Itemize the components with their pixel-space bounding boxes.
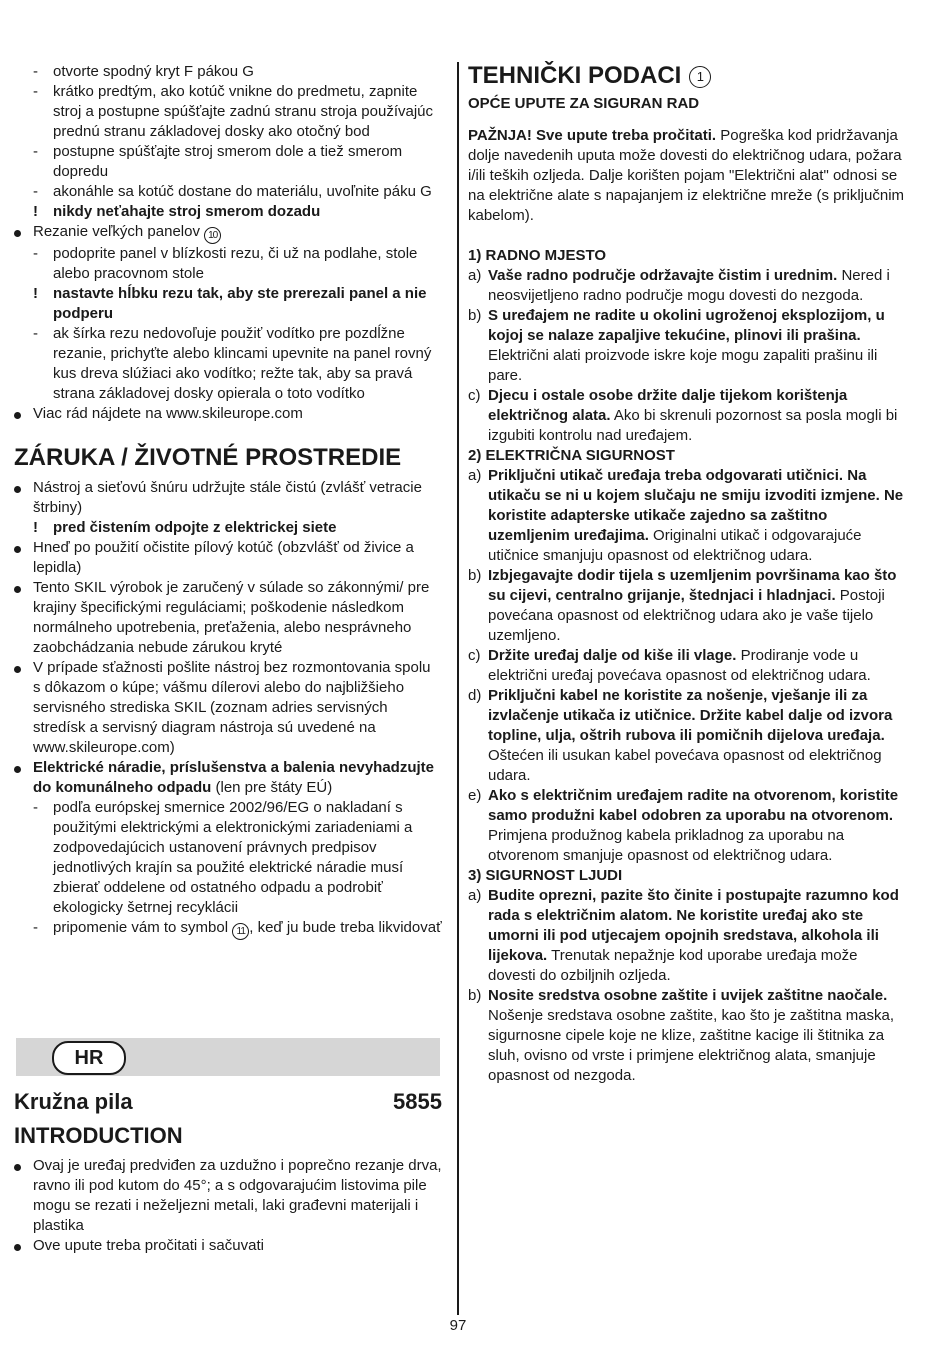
section-title: 1) RADNO MJESTO [468,247,607,264]
list-item: b) S uređajem ne radite u okolini ugroženoj eksplozijom, u kojoj se nalaze zapaljive tekućine, plinovi ili prašina. Električni alati proizvode iskre koje mogu zapaliti prašinu ili pare. [468,307,885,384]
exclamation-icon: ! [33,285,38,302]
list-item: Tento SKIL výrobok je zaručený v súlade so zákonnými/ pre krajiny špecifickými reguláciami; poškodenie následkom normálneho upotrebenia, preťaženia, alebo nesprávneho zaobchádzania nebude zárukou kryté [14,578,442,658]
intro-list [14,62,442,424]
list-item: Rezanie veľkých panelov 10 [14,222,442,244]
list-item: - podľa európskej smernice 2002/96/EG o nakladaní s použitými elektrickými a elektronickými zariadeniami a zodpovedajúcich ustanovení právnych predpisov jednotlivých krajín sa použité elektrické náradie musí zbierať oddelene od ostatného odpadu a podrobiť ekologicky šetrnej recyklácii [14,798,442,918]
warning-item: ! nastavte hĺbku rezu tak, aby ste prerezali panel a nie podperu [33,285,427,322]
list-item: Ovaj je uređaj predviđen za uzdužno i poprečno rezanje drva, ravno ili pod kutom do 45°; a s odgovarajućim listovima pile mogu se rezati i neželjezni metali, laki građevni materijali i plastika [14,1156,442,1236]
list-item: - otvorte spodný kryt F pákou G [14,62,442,82]
figure-ref-badge: 1 [689,66,711,88]
list-item: V prípade sťažnosti pošlite nástroj bez rozmontovania spolu s dôkazom o kúpe; vášmu dílerovi alebo do najbližšieho servisného strediska SKIL (zoznam adries servisných stredísk a servisný diagram nástroja sú uvedené na www.skileurope.com) [14,658,442,758]
page-number: 97 [449,1317,467,1334]
list-item: - krátko predtým, ako kotúč vnikne do predmetu, zapnite stroj a postupne spúšťajte zadnú stranu stroja používajúc prednú stranu základovej dosky ako otočný bod [14,82,442,142]
list-item: b) Nosite sredstva osobne zaštite i uvijek zaštitne naočale. Nošenje sredstava osobne zaštite, kao što je zaštitna maska, sigurnosne cipele koje ne klize, zaštitne kacige ili štitnika za sluh, ovisno od vrste i primjene električnog alata, smanjuje opasnost od nezgoda. [468,987,895,1084]
list-item: a) Budite oprezni, pazite što činite i postupajte razumno kod rada s električnim alatom. Ne koristite uređaj ako ste umorni ili pod utjecajem opojnih sredstava, alkohola ili lijekova. Trenutak nepažnje kod uporabe uređaja može dovesti do ozbiljnih ozljeda. [468,887,899,984]
product-name: Kružna pila [14,1089,133,1114]
list-item: Viac rád nájdete na www.skileurope.com [14,404,442,424]
product-number: 5855 [393,1089,442,1114]
introduction-heading: INTRODUCTION [14,1123,183,1148]
right-column [468,62,908,1086]
column-divider [457,62,459,1315]
list-item: Hneď po použití očistite pílový kotúč (obzvlášť od živice a lepidla) [14,538,442,578]
language-bar [16,1038,440,1076]
warning-paragraph: PAŽNJA! Sve upute treba pročitati. Pogreška kod pridržavanja dolje navedenih uputa može dovesti do električnog udara, požara i/ili teških ozljeda. Dalje korišten pojam "Električni alat" odnosi se na električne alate s napajanjem iz električne mreže (s priključnim kabelom). [468,127,905,224]
list-item: - ak šírka rezu nedovoľuje použiť vodítko pre pozdĺžne rezanie, prichyťte alebo klincami upevnite na panel rovný kus dreva slúžiaci ako vodítko; režte tak, aby sa pravá strana základovej dosky opierala o toto vodítko [14,324,442,404]
list-item: - akonáhle sa kotúč dostane do materiálu, uvoľnite páku G [14,182,442,202]
section-electrical-safety [468,446,908,866]
section-title: 2) ELEKTRIČNA SIGURNOST [468,447,675,464]
list-item: c) Djecu i ostale osobe držite dalje tijekom korištenja električnog alata. Ako bi skrenuli pozornost sa posla mogli bi izgubiti kontrolu nad uređajem. [468,387,898,444]
product-title [14,1088,442,1116]
symbol-ref-badge: 11 [232,923,249,940]
section-personal-safety [468,866,908,1086]
list-item: d) Priključni kabel ne koristite za nošenje, vješanje ili za izvlačenje utikača iz utičnice. Držite kabel dalje od izvora topline, ulja, oštrih rubova ili pomičnih dijelova uređaja. Oštećen ili usukan kabel povećava opasnost od električnog udara. [468,687,893,784]
left-column [14,62,442,940]
list-item: - postupne spúšťajte stroj smerom dole a tiež smerom dopredu [14,142,442,182]
list-item: b) Izbjegavajte dodir tijela s uzemljenim površinama kao što su cijevi, centralno grijanje, štednjaci i hladnjaci. Postoji povećana opasnost od električnog udara ako je vaše tijelo uzemljeno. [468,567,897,644]
list-item: - podoprite panel v blízkosti rezu, či už na podlahe, stole alebo pracovnom stole [14,244,442,284]
exclamation-icon: ! [33,203,38,220]
technical-data-heading: TEHNIČKI PODACI 1 [468,62,908,90]
figure-ref-badge: 10 [204,227,221,244]
section-work-area [468,246,908,446]
warranty-list [14,478,442,940]
safety-subheading: OPĆE UPUTE ZA SIGURAN RAD [468,95,700,112]
section-title: 3) SIGURNOST LJUDI [468,867,623,884]
exclamation-icon: ! [33,519,38,536]
list-item: Elektrické náradie, príslušenstva a balenia nevyhadzujte do komunálneho odpadu (len pre štáty EÚ) [14,758,442,798]
list-item: a) Vaše radno područje održavajte čistim i urednim. Nered i neosvijetljeno radno područje mogu dovesti do nezgoda. [468,267,890,304]
warning-item: ! pred čistením odpojte z elektrickej siete [33,519,337,536]
list-item: e) Ako s električnim uređajem radite na otvorenom, koristite samo produžni kabel odobren za uporabu na otvorenom. Primjena produžnog kabela prikladnog za uporabu na otvorenom smanjuje opasnost od električnog udara. [468,787,899,864]
warranty-heading: ZÁRUKA / ŽIVOTNÉ PROSTREDIE [14,444,402,471]
list-item: - pripomenie vám to symbol 11 , keď ju bude treba likvidovať [14,918,442,940]
warning-item: ! nikdy neťahajte stroj smerom dozadu [33,203,321,220]
list-item: Nástroj a sieťovú šnúru udržujte stále čistú (zvlášť vetracie štrbiny) [14,478,442,518]
list-item: Ove upute treba pročitati i sačuvati [14,1236,442,1256]
list-item: c) Držite uređaj dalje od kiše ili vlage. Prodiranje vode u električni uređaj povećava opasnost od električnog udara. [468,647,871,684]
list-item: a) Priključni utikač uređaja treba odgovarati utičnici. Na utikaču se ni u kojem slučaju ne smiju izvoditi izmjene. Ne koristite adapterske utikače zajedno sa zaštitno uzemljenim uređajima. Originalni utikač i odgovarajuće utičnice smanjuju opasnost od električnog udara. [468,467,904,564]
language-badge: HR [52,1041,126,1075]
product-section [14,1088,442,1256]
